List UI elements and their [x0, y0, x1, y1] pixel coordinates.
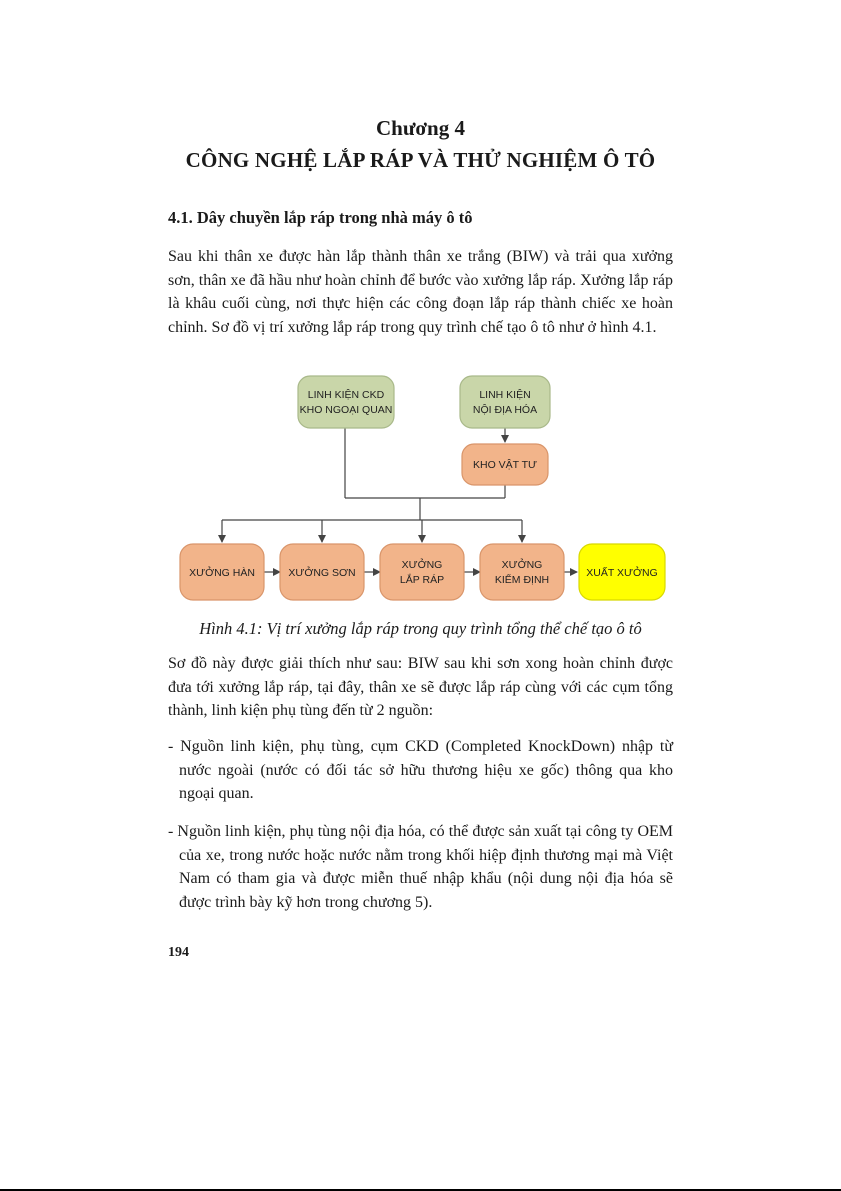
- node-ckd-line1: LINH KIỆN CKD: [307, 389, 385, 401]
- node-local: [460, 376, 550, 428]
- assembly-flow-diagram: [170, 370, 680, 610]
- node-assembly: [380, 544, 464, 600]
- node-painting-label: XƯỞNG SƠN: [288, 567, 356, 579]
- page-number: 194: [168, 945, 189, 960]
- node-shipping: [579, 544, 665, 600]
- node-local-line2: NỘI ĐỊA HÓA: [472, 404, 538, 416]
- node-local-line1: LINH KIỆN: [479, 389, 531, 401]
- bullet-item-local: - Nguồn linh kiện, phụ tùng nội địa hóa, có thể được sản xuất tại công ty OEM của xe, trong nước hoặc nước nằm trong khối hiệp định thương mại mà Việt Nam có tham gia và được miễn thuế nhập khẩu (nội dung nội địa hóa sẽ được trình bày kỹ hơn trong chương 5).: [168, 823, 673, 911]
- chapter-number: Chương 4: [375, 116, 465, 140]
- node-inspection: [480, 544, 564, 600]
- bullet-item-ckd: - Nguồn linh kiện, phụ tùng, cụm CKD (Completed KnockDown) nhập từ nước ngoài (nước có đối tác sở hữu thương hiệu xe gốc) thông qua kho ngoại quan.: [168, 738, 673, 802]
- node-warehouse-label: KHO VẬT TƯ: [472, 459, 538, 471]
- node-inspection-line1: XƯỞNG: [501, 559, 543, 571]
- node-shipping-label: XUẤT XƯỞNG: [586, 567, 658, 579]
- node-inspection-line2: KIỂM ĐỊNH: [494, 574, 550, 586]
- node-warehouse: [462, 444, 548, 485]
- figure-caption: Hình 4.1: Vị trí xưởng lắp ráp trong quy trình tổng thể chế tạo ô tô: [199, 619, 642, 638]
- explanation-paragraph: Sơ đồ này được giải thích như sau: BIW sau khi sơn xong hoàn chỉnh được đưa tới xưởng lắp ráp, tại đây, thân xe sẽ được lắp ráp cùng với các cụm tổng thành, linh kiện phụ tùng đến từ 2 nguồn:: [168, 655, 673, 719]
- node-assembly-line1: XƯỞNG: [401, 559, 443, 571]
- node-assembly-line2: LẮP RÁP: [399, 574, 445, 586]
- intro-paragraph: Sau khi thân xe được hàn lắp thành thân xe trắng (BIW) và trải qua xưởng sơn, thân xe đã hầu như hoàn chỉnh để bước vào xưởng lắp ráp. Xưởng lắp ráp là khâu cuối cùng, nơi thực hiện các công đoạn lắp ráp thành chiếc xe hoàn chỉnh. Sơ đồ vị trí xưởng lắp ráp trong quy trình chế tạo ô tô như ở hình 4.1.: [168, 248, 673, 336]
- node-painting: [280, 544, 364, 600]
- node-welding-label: XƯỞNG HÀN: [189, 567, 255, 579]
- chapter-title: CÔNG NGHỆ LẮP RÁP VÀ THỬ NGHIỆM Ô TÔ: [185, 148, 656, 172]
- section-heading: 4.1. Dây chuyền lắp ráp trong nhà máy ô tô: [168, 208, 473, 227]
- node-ckd-line2: KHO NGOẠI QUAN: [299, 404, 393, 416]
- node-ckd: [298, 376, 394, 428]
- node-welding: [180, 544, 264, 600]
